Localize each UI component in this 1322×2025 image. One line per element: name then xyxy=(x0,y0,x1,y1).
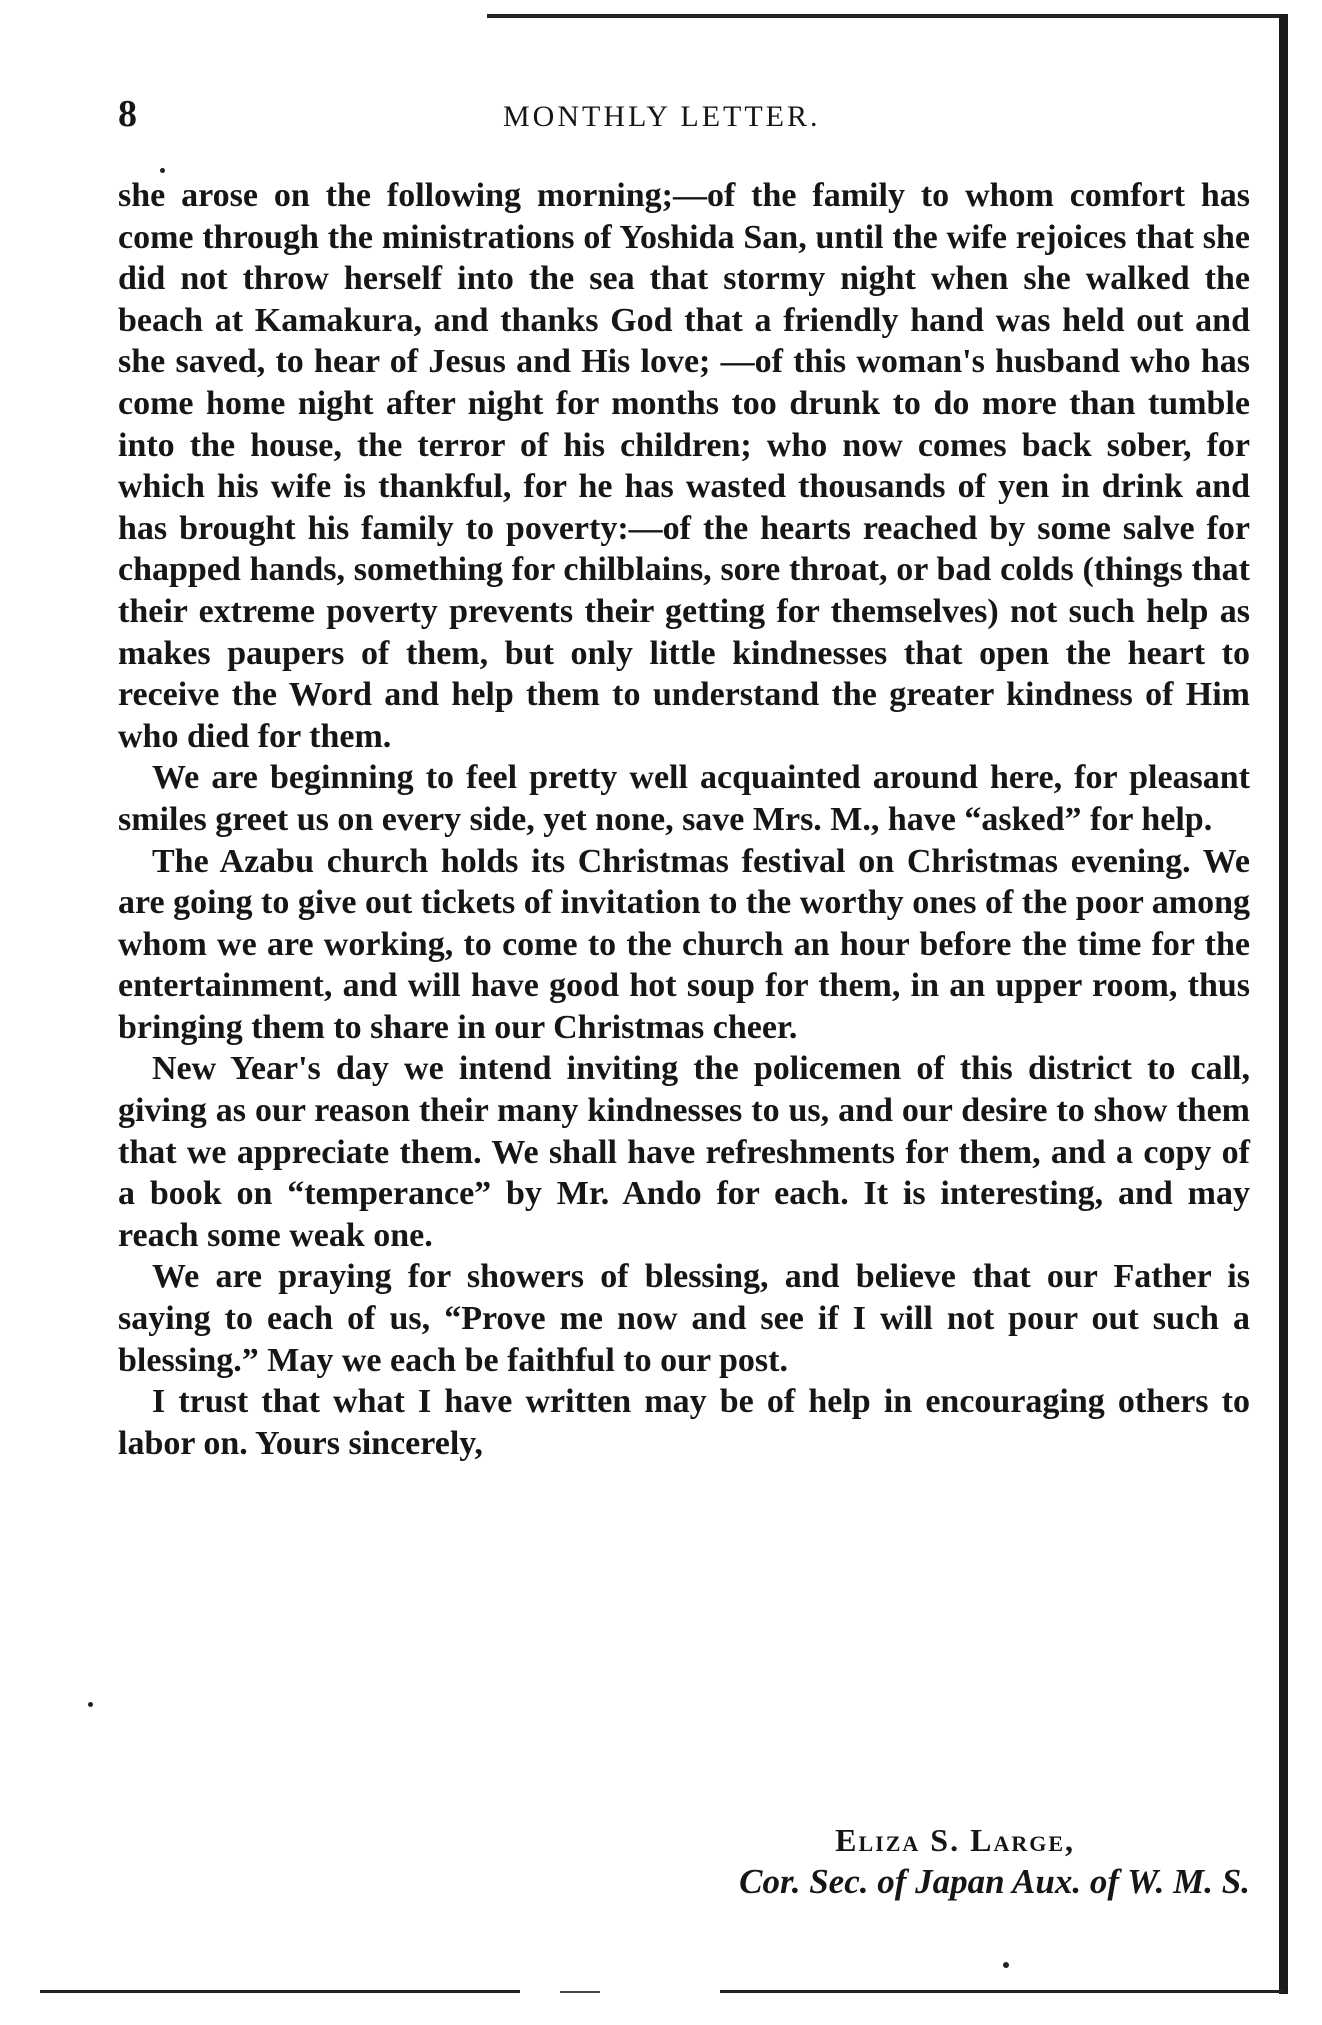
signature-block xyxy=(118,1820,1250,1904)
bottom-rule-dash xyxy=(560,1991,600,1993)
paragraph: The Azabu church holds its Christmas festival on Christmas evening. We are going to give out tickets of invitation to the worthy ones of the poor among whom we are working, to come to the church an hour before the time for the entertainment, and will have good hot soup for them, in an upper room, thus bringing them to share in our Christmas cheer. xyxy=(118,842,1250,1046)
letter-body xyxy=(118,175,1250,1464)
print-speck xyxy=(1003,1962,1009,1968)
paragraph: she arose on the following morning;—of the family to whom comfort has come through the ministrations of Yoshida San, until the wife rejoices that she did not throw herself into the sea that stormy night when she walked the beach at Kamakura, and thanks God that a friendly hand was held out and she saved, to hear of Jesus and His love; —of this woman's husband who has come home night after night for months too drunk to do more than tumble into the house, the terror of his children; who now comes back sober, for which his wife is thankful, for he has wasted thousands of yen in drink and has brought his family to poverty:—of the hearts reached by some salve for chapped hands, something for chilblains, sore throat, or bad colds (things that their extreme poverty prevents their getting for themselves) not such help as makes paupers of them, but only little kindnesses that open the heart to receive the Word and help them to understand the greater kindness of Him who died for them. xyxy=(118,177,1250,755)
bottom-rule xyxy=(40,1990,520,1993)
paragraph: I trust that what I have written may be of help in encouraging others to labor on. Yours sincerely, xyxy=(118,1383,1250,1462)
page-header xyxy=(118,92,1258,152)
running-title: MONTHLY LETTER. xyxy=(503,100,821,133)
signature-name: Eliza S. Large, xyxy=(835,1822,1075,1858)
paragraph: New Year's day we intend inviting the policemen of this district to call, giving as our reason their many kindnesses to us, and our desire to show them that we appreciate them. We shall have refreshments for them, and a copy of a book on “temperance” by Mr. Ando for each. It is interesting, and may reach some weak one. xyxy=(118,1050,1250,1254)
top-rule xyxy=(487,14,1287,18)
right-border-rule xyxy=(1279,14,1288,1994)
paragraph: We are beginning to feel pretty well acquainted around here, for pleasant smiles greet us on every side, yet none, save Mrs. M., have “asked” for help. xyxy=(118,759,1250,838)
print-speck xyxy=(88,1702,93,1707)
page-number: 8 xyxy=(118,93,137,135)
print-speck xyxy=(160,168,165,173)
bottom-rule xyxy=(720,1990,1285,1993)
signature-title: Cor. Sec. of Japan Aux. of W. M. S. xyxy=(739,1862,1250,1901)
paragraph: We are praying for showers of blessing, and believe that our Father is saying to each of us, “Prove me now and see if I will not pour out such a blessing.” May we each be faithful to our post. xyxy=(118,1258,1250,1379)
